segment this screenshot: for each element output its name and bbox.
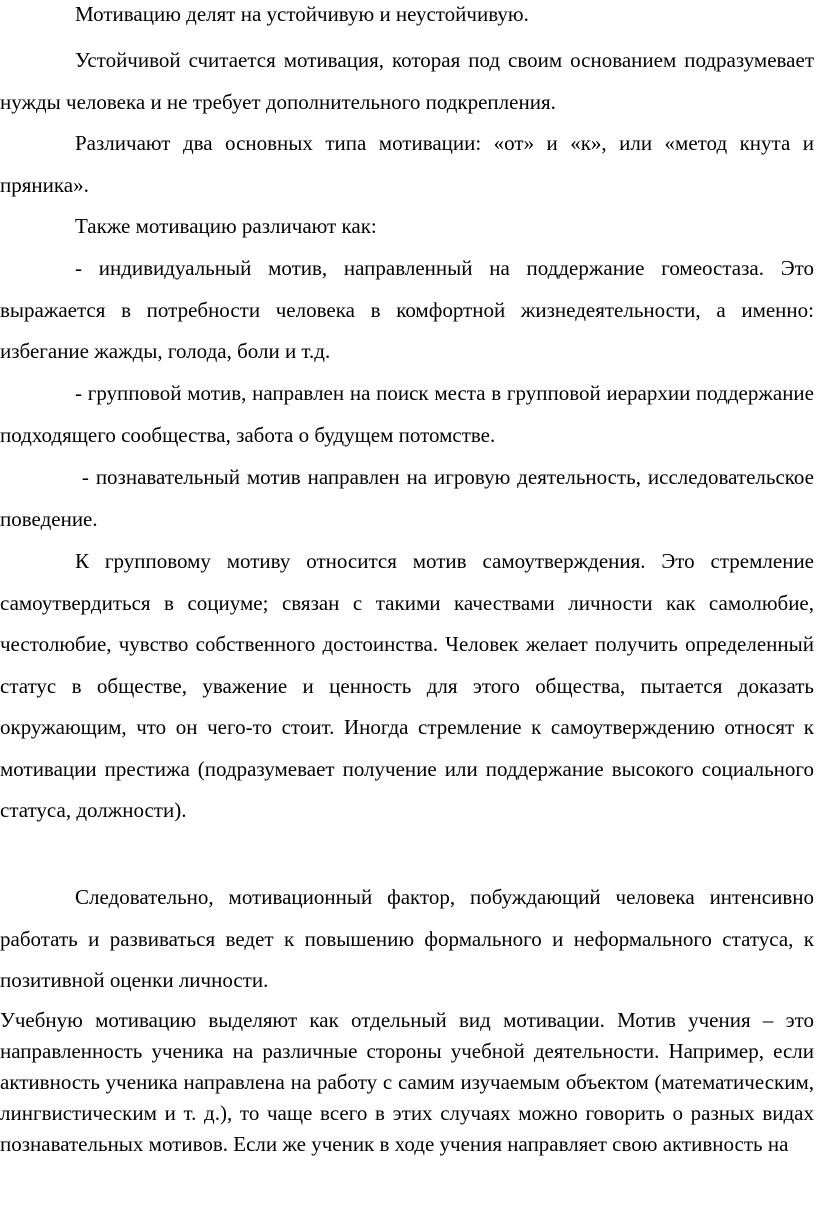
- paragraph-7: - познавательный мотив направлен на игровую деятельность, исследовательское поведение.: [0, 465, 814, 531]
- paragraph-1: Мотивацию делят на устойчивую и неустойчивую.: [75, 2, 529, 26]
- paragraph-4: Также мотивацию различают как:: [75, 214, 377, 238]
- paragraph-5: - индивидуальный мотив, направленный на поддержание гомеостаза. Это выражается в потребности человека в комфортной жизнедеятельности, а именно: избегание жажды, голода, боли и т.д.: [0, 256, 814, 363]
- paragraph-2: Устойчивой считается мотивация, которая под своим основанием подразумевает нужды человека и не требует дополнительного подкрепления.: [0, 48, 814, 114]
- paragraph-8: К групповому мотиву относится мотив самоутверждения. Это стремление самоутвердиться в социуме; связан с такими качествами личности как самолюбие, честолюбие, чувство собственного достоинства. Человек желает получить определенный статус в обществе, уважение и ценность для этого общества, пытается доказать окружающим, что он чего-то стоит. Иногда стремление к самоутверждению относят к мотивации престижа (подразумевает получение или поддержание высокого социального статуса, должности).: [0, 549, 814, 822]
- paragraph-3: Различают два основных типа мотивации: «от» и «к», или «метод кнута и пряника».: [0, 131, 814, 197]
- paragraph-9: Следовательно, мотивационный фактор, побуждающий человека интенсивно работать и развиваться ведет к повышению формального и неформального статуса, к позитивной оценки личности.: [0, 885, 814, 992]
- paragraph-6: - групповой мотив, направлен на поиск места в групповой иерархии поддержание подходящего сообщества, забота о будущем потомстве.: [0, 381, 814, 447]
- paragraph-10: Учебную мотивацию выделяют как отдельный вид мотивации. Мотив учения – это направленность ученика на различные стороны учебной деятельности. Например, если активность ученика направлена на работу с самим изучаемым объектом (математическим, лингвистическим и т. д.), то чаще всего в этих случаях можно говорить о разных видах познавательных мотивов. Если же ученик в ходе учения направляет свою активность на: [0, 1008, 814, 1156]
